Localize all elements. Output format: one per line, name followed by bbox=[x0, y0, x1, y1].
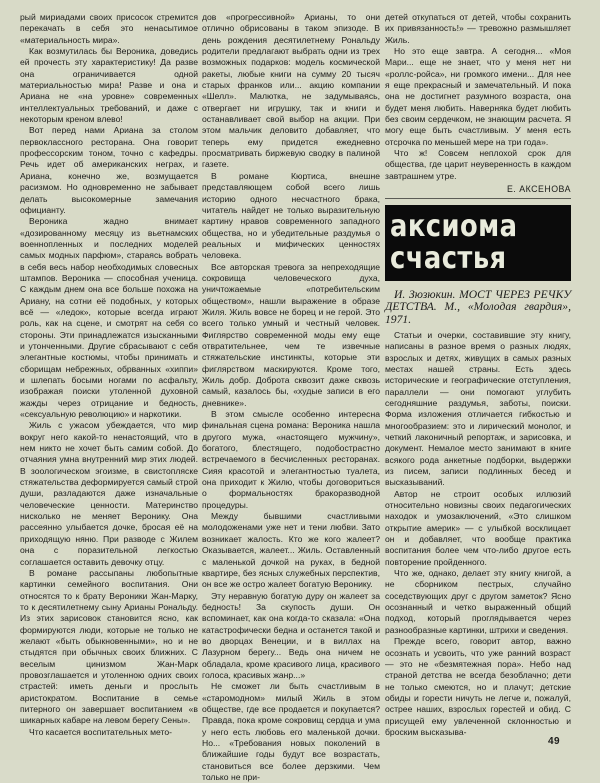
paragraph: Не сможет ли быть счастливым в «старомодном» милый Жиль в этом обществе, где все продается и покупается? Правда, пока кроме сокровищ сердца и ума у него есть любовь его маленькой дочки. Но... «Требования новых поколений в ближайшие годы будут все возрастать, становиться все более дерзкими. Чем только не при- bbox=[202, 681, 380, 783]
page-number: 49 bbox=[548, 736, 561, 747]
heading-line-1: аксиома bbox=[390, 208, 518, 244]
paragraph: Эту неравную богатую дуру он жалеет за бедность! За скупость души. Он вспоминает, как она когда-то сказала: «Она катастрофически бедна и останется такой и во дворцах Венеции, и в виллах на Лазурном берегу... Ведь она ничем не обладала, кроме красивого лица, красивого голоса, красивых жанр...» bbox=[202, 590, 380, 680]
paragraph: Что ж! Совсем неплохой срок для общества, где царит неуверенность в каждом завтрашнем утре. bbox=[385, 148, 571, 181]
paragraph: Вот перед нами Ариана за столом первоклассного ресторана. Она говорит профессорским тоном, точно с кафедры. Речь идет об американских неграх, и Ариана, конечно же, возмущается расизмом. Но одновременно не забывает делать высокомерные замечания официанту. bbox=[20, 125, 198, 215]
paragraph: Что касается воспитательных мето- bbox=[29, 726, 172, 737]
text-column-left bbox=[20, 12, 198, 738]
section-heading bbox=[385, 205, 571, 281]
text-column-middle bbox=[202, 12, 380, 783]
paragraph: Автор не строит особых иллюзий относительно новизны своих педагогических находок и умозаключений, «Это слишком открытие америк» — с улыбкой восклицает он и добавляет, что вообще практика воспитания более чем что-либо другое есть повторение пройденного. bbox=[385, 488, 571, 567]
paragraph: В романе рассыпаны любопытные картинки семейного воспитания. Они относятся то к брату Вероники Жан-Марку, то к десятилетнему сыну Арианы Рональду. Из этих зарисовок становится ясно, как формируются люди, которые не только не желают «быть обыкновенными», но и не стыдятся при обычных своих ближних. С веселым цинизмом Жан-Марк провозглашается и утоленною одних своих страстей: иметь деньги и прослыть аристократом. Воспитание в семье питерного он завершает воспитанием «в шикарных кабаре на левом берегу Сены». bbox=[20, 567, 198, 726]
book-reference: И. Зюзюкин. МОСТ ЧЕРЕЗ РЕЧКУ ДЕТСТВА. М., «Молодая гвардия», 1971. bbox=[385, 287, 571, 327]
paragraph: рый мириадами своих присосок стремится перекачать в себя это ненасытимое «материальность мира». bbox=[20, 12, 198, 45]
paragraph: Вероника жадно внимает «дозированному месяцу из вьетнамских военнопленных и последних моделей самых модных парфюм», стараясь вобрать в себя весь набор необходимых словесных штампов. Вероника — способная ученица. С каждым днем она все больше похожа на Ариану, на сотни её подобных, у которых всё — «ледок», которые всегда играют роль, как на сцене, и смотрят на себя со стороны. Эти принадлежатся изысканными и утонченными. Другие сбрасывают с себя элегантные костюмы, чтобы принимать и сборищам небрежных, обрванных «хиппи» и шлепать босыми ногами по асфальту, изображая поиски утоленной духовной жажды через отрицание и бедность, «сексуальную революцию» и наркотики. bbox=[20, 216, 198, 420]
paragraph: Статьи и очерки, составившие эту книгу, написаны в разное время о разных людях, взрослых и детях, живущих в самых разных местах нашей страны. Есть здесь исторические и географические отступления, параллели — они помогают углубить сегодняшние раздумья, заботы, поиски. Форма изложения отличается гибкостью и многообразием: это и лирический монолог, и четкий лаконичный репортаж, и зарисовка, и документ. Немалое место занимают в книге всякого рода анкетные подборки, выдержки из писем, записи подлинных бесед и высказываний. bbox=[385, 329, 571, 488]
paragraph: дов «прогрессивной» Арианы, то они отлично обрисованы в таком эпизоде. В день рождения десятилетнему Рональду родители предлагают выбрать одни из трех возможных подарков: модель космической ракеты, любые книги на сумму 20 тысяч старых франков или... акцию компании «Шелл». Малютка, не задумываясь, отвергает ни игрушку, так и книги и останавливает свой выбор на акции. При этом мальчик деловито добавляет, что теперь ему придется ежедневно просматривать биржевую сводку в палиной газете. bbox=[202, 12, 380, 170]
paragraph: Прежде всего, говорит автор, важно осознать и усвоить, что уже ранний возраст — это не «безмятежная пора». Небо над страной детства не всегда безоблачно; дети не только смеются, но и плачут; детские обиды и горести ничуть не легче и, пожалуй, острее наших, взрослых горестей и обид. С присущей ему увлеченной склонностью и броским высказыва- bbox=[385, 636, 571, 737]
paragraph: детей откупаться от детей, чтобы сохранить их привязанность!» — тревожно размышляет Жиль. bbox=[385, 12, 571, 45]
paragraph: Что же, однако, делает эту книгу книгой, а не сборником пестрых, случайно соседствующих друг с другом заметок? Ясно осознанный и четко выраженный общий подход, который проглядывается через разнообразные картинки, штрихи и сведения. bbox=[385, 568, 571, 635]
paragraph: Как возмутилась бы Вероника, доведись ей прочесть эту характеристику! Да разве она ограничивается одной материальностью мира! Разве и она и Ариана не «на уровне» современных интеллектуальных требований, и даже с некоторым креном влево! bbox=[20, 46, 198, 125]
paragraph: Жиль с ужасом убеждается, что мир вокруг него какой-то ненастоящий, что в нем никто не хочет быть самим собой. До отчаяния умна внутренний мир этих людей. В зоологическом эгоизме, в свистопляске стяжательства деформируется самый строй души, разладаются даже изначальные человеческие ценности. Материнство нисколько не меняет Веронику. Она рассеянно улыбается дочке, бросая её на приходящую няню. При разводе с Жилем она с поразительной легкостью соглашается оставить девочку отцу. bbox=[20, 420, 198, 567]
paragraph: Но это еще завтра. А сегодня... «Моя Мари... еще не знает, что у меня нет ни «роллс-ройса», ни громкого имени... Для нее я еще прекрасный и замечательный. И пока она не достигнет разумного возраста, она будет меня любить. Наверняка будет любить без своим сердечком, не знающим расчета. Я могу еще быть счастливым. У меня есть отсрочка по меньшей мере на три года». bbox=[385, 46, 571, 147]
paragraph: Все авторская тревога за непреходящие сокровища человеческого духа, уничтожаемые «потребительским обществом», нашли выражение в образе Жиля. Жиль вовсе не борец и не герой. Это всего только умный и честный человек. Фиглярство современной моды ему еще отвратительнее, чем те извечные стяжательские инстинкты, которые эти фиглярством маскируются. Кроме того, Жиль добр. Доброта сквозит даже сквозь самый, казалось бы, «худые записи в его дневнике». bbox=[202, 261, 380, 408]
text-column-right bbox=[385, 12, 571, 738]
author-signature: Е. АКСЕНОВА bbox=[506, 184, 571, 195]
paragraph: Между бывшими счастливыми молодоженами уже нет и тени любви. Зато возникает жалость. Кто же кого жалеет? Оказывается, жалеет... Жиль. Оставленный с маленькой дочкой на руках, в бедной квартире, без ясных служебных перспектив, он все же остро жалеет богатую Веронику. bbox=[202, 511, 380, 590]
paragraph: В романе Кюртиса, внешне представляющем собой всего лишь историю одного несчастного брака, читатель найдет не только выразительную картину нравов современного западного общества, но и убедительные раздумья о реальных и мифических ценностях человека. bbox=[202, 170, 380, 261]
paragraph: В этом смысле особенно интересна финальная сцена романа: Вероника нашла другого мужа, «настоящего мужчину», богатого, блестящего, подобострастно встречаемого в бесчисленных ресторанах. Сияя красотой и элегантностью туалета, она приходит к Жилю, чтобы договориться о формальностях бракоразводной процедуры. bbox=[202, 409, 380, 510]
heading-line-2: счастья bbox=[390, 240, 507, 276]
divider bbox=[385, 198, 571, 199]
